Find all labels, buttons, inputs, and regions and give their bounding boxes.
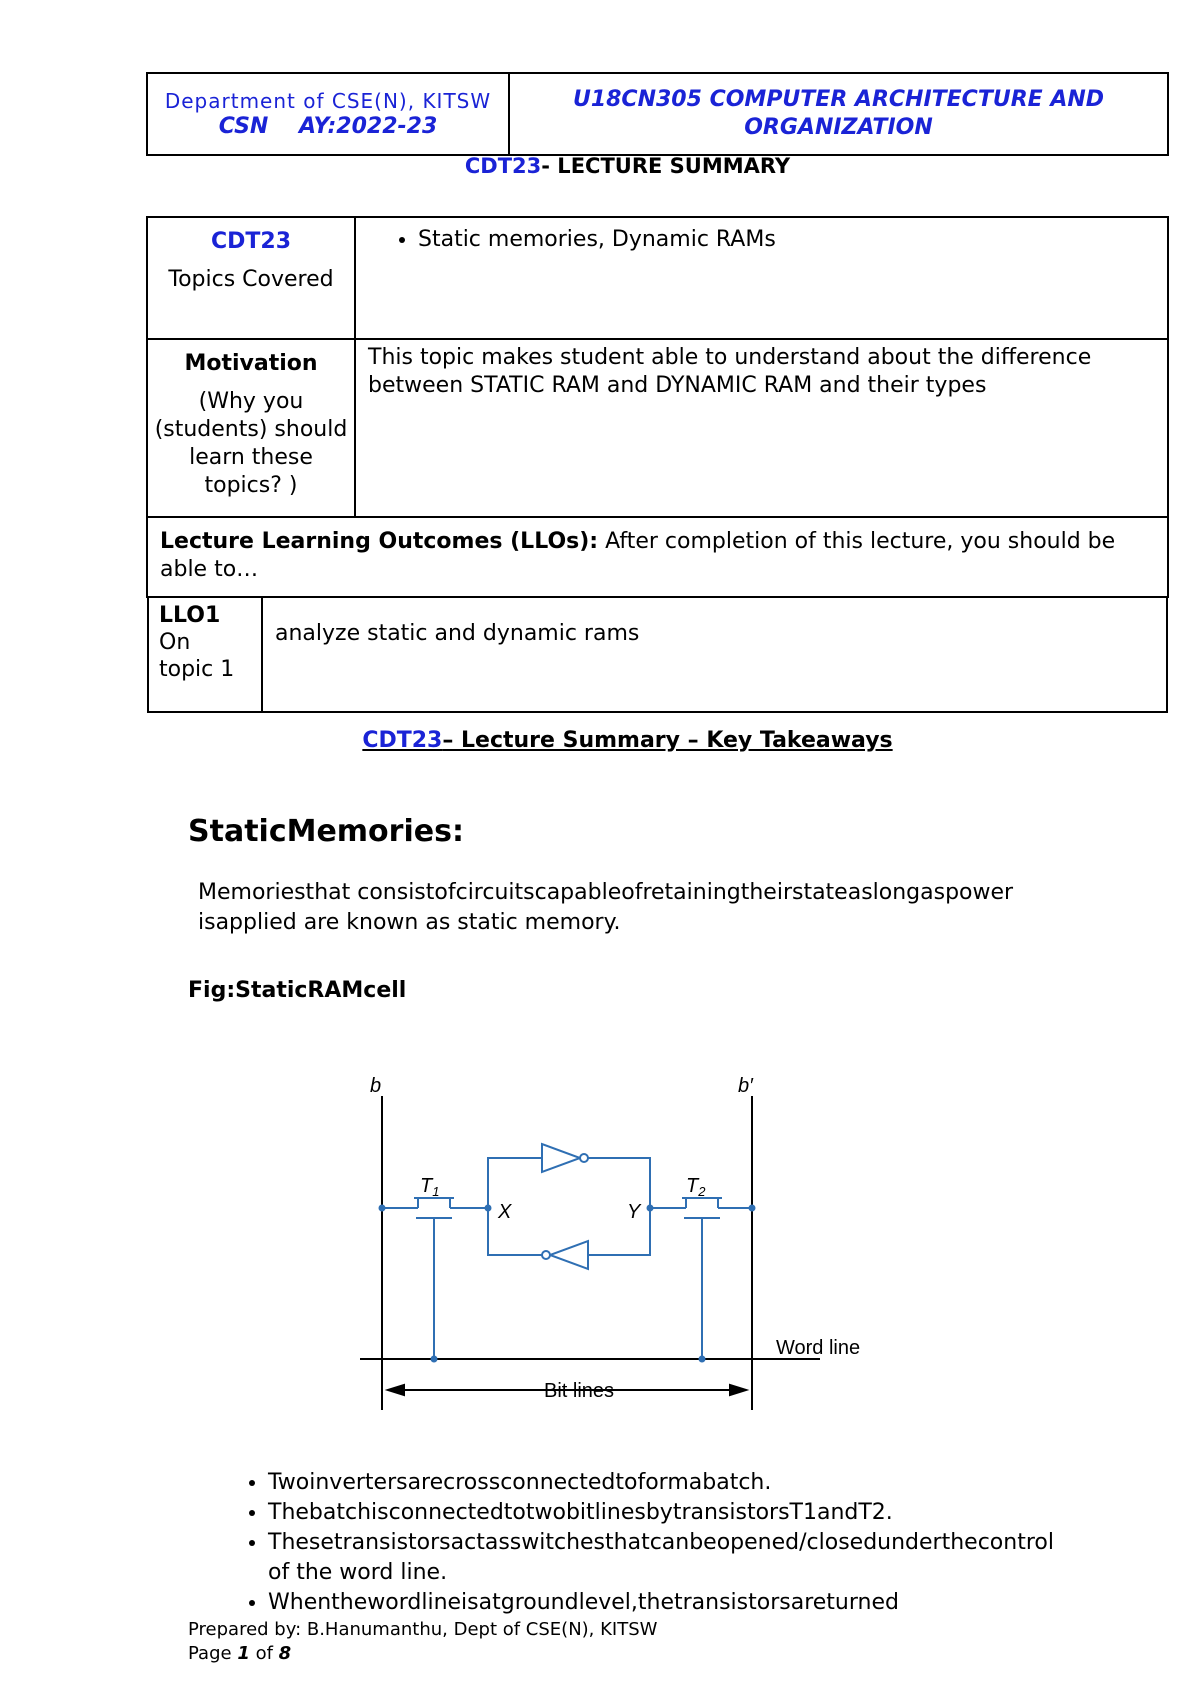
motivation-text: This topic makes student able to understand about the difference between STATIC RAM and DYNAMIC RAM and their types: [355, 339, 1168, 517]
inverter-top-bubble: [580, 1154, 588, 1162]
node-x-dot: [486, 1206, 491, 1211]
latch-bottom-left-wire: [488, 1208, 542, 1255]
figure-caption: Fig:StaticRAMcell: [188, 978, 407, 1003]
llo-heading-bold: Lecture Learning Outcomes (LLOs):: [160, 529, 599, 554]
inverter-top: [542, 1144, 580, 1172]
prepared-by: Prepared by: B.Hanumanthu, Dept of CSE(N), KITSW: [188, 1619, 658, 1640]
label-b: b: [370, 1075, 382, 1097]
llo-heading-cell: [147, 517, 1168, 597]
topics-cell: [355, 217, 1168, 339]
topic-item: • Static memories, Dynamic RAMs: [418, 226, 1155, 254]
motivation-label: Motivation: [184, 351, 318, 376]
motivation-label-cell: [147, 339, 355, 517]
page-number: Page 1 of 8: [188, 1643, 292, 1664]
sram-bullet-list: [228, 1468, 1058, 1618]
bullet-item: • Twoinvertersarecrossconnectedtoformabatch.: [268, 1468, 1058, 1498]
page-footer: [188, 1618, 657, 1666]
latch-bottom-right-wire: [588, 1208, 650, 1255]
llo1-label-cell: [148, 598, 262, 712]
topics-label: Topics Covered: [168, 267, 334, 292]
header-table: [146, 72, 1169, 156]
llo-table: [147, 598, 1168, 713]
label-word-line: Word line: [776, 1337, 861, 1359]
static-memories-heading: StaticMemories:: [188, 814, 464, 849]
label-t1: $T_1$: [420, 1175, 440, 1199]
topics-code: CDT23: [210, 229, 292, 254]
sram-cell-diagram: [340, 1060, 900, 1420]
arrow-right-head: [730, 1385, 746, 1395]
program-name: CSN: [218, 114, 269, 139]
t2-wordline-node: [700, 1357, 705, 1362]
label-bit-lines: Bit lines: [544, 1380, 615, 1402]
department-name: Department of CSE(N), KITSW: [164, 89, 492, 113]
topics-label-cell: [147, 217, 355, 339]
llo1-label: LLO1: [159, 603, 221, 628]
label-y: Y: [627, 1201, 641, 1223]
bullet-item: • ThebatchisconnectedtotwobitlinesbytransistorsT1andT2.: [268, 1498, 1058, 1528]
label-x: X: [498, 1201, 512, 1223]
label-t2: $T_2$: [686, 1175, 706, 1199]
inverter-bottom: [550, 1241, 588, 1269]
summary-code: CDT23: [464, 154, 542, 178]
bullet-item: • Whenthewordlineisatgroundlevel,thetransistorsareturned: [268, 1588, 1058, 1618]
llo1-text: analyze static and dynamic rams: [262, 598, 1167, 712]
label-b-prime: b′: [738, 1075, 753, 1097]
topics-list: [368, 226, 1155, 254]
course-title: U18CN305 COMPUTER ARCHITECTURE AND ORGANIZATION: [509, 73, 1168, 155]
header-department-cell: [147, 73, 509, 155]
t1-bitline-node: [380, 1206, 385, 1211]
inverter-bottom-bubble: [542, 1251, 550, 1259]
summary-table: [146, 216, 1169, 713]
static-memories-paragraph: Memoriesthat consistofcircuitscapableofretainingtheirstateaslongaspowerisapplied are known as static memory.: [198, 880, 1014, 935]
llo1-sub: On topic 1: [159, 630, 235, 682]
t2-bitline-node: [750, 1206, 755, 1211]
key-takeaways-code: CDT23: [362, 728, 443, 753]
key-takeaways-title: [0, 728, 1200, 753]
lecture-summary-title: [0, 154, 1200, 178]
bullet-item: • Thesetransistorsactasswitchesthatcanbeopened/closedunderthecontrolof the word line.: [268, 1528, 1058, 1588]
llo-row-wrapper: [147, 597, 1168, 713]
latch-top-right-wire: [588, 1158, 650, 1208]
llo-heading-rest: After completion of this lecture, you should be able to…: [160, 529, 1116, 582]
t1-wordline-node: [432, 1357, 437, 1362]
latch-top-left-wire: [488, 1158, 542, 1208]
key-takeaways-text: – Lecture Summary – Key Takeaways: [442, 728, 893, 753]
arrow-left-head: [388, 1385, 404, 1395]
motivation-sub: (Why you (students) should learn these topics? ): [154, 389, 348, 498]
summary-text: - LECTURE SUMMARY: [541, 154, 791, 178]
node-y-dot: [648, 1206, 653, 1211]
academic-year: AY:2022-23: [298, 114, 438, 139]
